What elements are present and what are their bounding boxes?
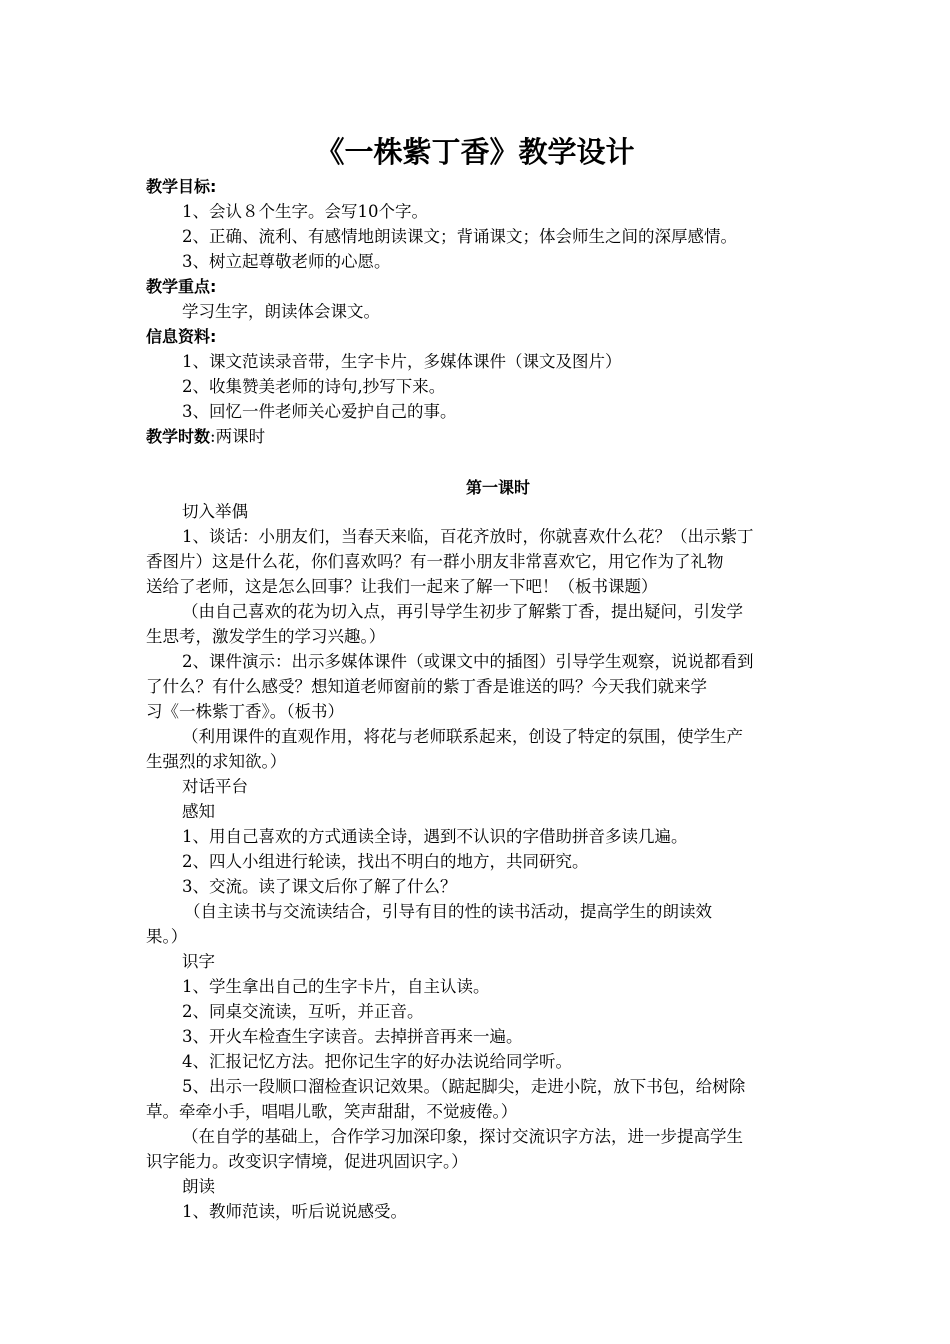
hours-value: :两课时 — [210, 427, 266, 446]
resources-heading: 信息资料: — [146, 327, 217, 346]
body-line: 生强烈的求知欲。） — [146, 752, 287, 771]
resource-item: 3、回忆一件老师关心爱护自己的事。 — [182, 402, 457, 421]
goal-item: 1、会认８个生字。会写10个字。 — [182, 202, 428, 221]
body-line: 送给了老师，这是怎么回事？让我们一起来了解一下吧！（板书课题） — [146, 577, 658, 596]
section-label: 切入举偶 — [182, 502, 248, 521]
hours-heading: 教学时数 — [146, 427, 211, 446]
body-line: 3、交流。读了课文后你了解了什么？ — [182, 877, 457, 896]
body-line: 草。牵牵小手，唱唱儿歌，笑声甜甜，不觉疲倦。） — [146, 1102, 518, 1121]
body-line: 1、教师范读，听后说说感受。 — [182, 1202, 407, 1221]
section-label: 识字 — [182, 952, 215, 971]
body-line: 识字能力。改变识字情境，促进巩固识字。） — [146, 1152, 468, 1171]
body-line: 4、汇报记忆方法。把你记生字的好办法说给同学听。 — [182, 1052, 572, 1071]
body-line: 香图片）这是什么花，你们喜欢吗？有一群小朋友非常喜欢它，用它作为了礼物 — [146, 552, 724, 571]
body-line: 1、谈话：小朋友们，当春天来临，百花齐放时，你就喜欢什么花？（出示紫丁 — [182, 527, 754, 546]
resource-item: 1、课文范读录音带，生字卡片，多媒体课件（课文及图片） — [182, 352, 622, 371]
focus-heading: 教学重点: — [146, 277, 217, 296]
body-line: （由自己喜欢的花为切入点，再引导学生初步了解紫丁香，提出疑问，引发学 — [182, 602, 743, 621]
resource-item: 2、收集赞美老师的诗句,抄写下来。 — [182, 377, 446, 396]
section-label: 感知 — [182, 802, 215, 821]
goal-item: 3、树立起尊敬老师的心愿。 — [182, 252, 391, 271]
document-title: 《一株紫丁香》教学设计 — [315, 135, 635, 169]
body-line: 生思考，激发学生的学习兴趣。） — [146, 627, 386, 646]
goals-heading: 教学目标: — [146, 177, 217, 196]
body-line: 1、学生拿出自己的生字卡片，自主认读。 — [182, 977, 490, 996]
body-line: 3、开火车检查生字读音。去掉拼音再来一遍。 — [182, 1027, 523, 1046]
body-line: 了什么？有什么感受？想知道老师窗前的紫丁香是谁送的吗？今天我们就来学 — [146, 677, 707, 696]
focus-text: 学习生字，朗读体会课文。 — [182, 302, 380, 321]
body-line: （在自学的基础上，合作学习加深印象，探讨交流识字方法，进一步提高学生 — [182, 1127, 743, 1146]
body-line: 习《一株紫丁香》。（板书） — [146, 702, 344, 721]
hours-line — [146, 425, 814, 449]
goal-item: 2、正确、流利、有感情地朗读课文；背诵课文；体会师生之间的深厚感情。 — [182, 227, 737, 246]
body-line: （自主读书与交流读结合，引导有目的性的读书活动，提高学生的朗读效 — [184, 902, 712, 921]
body-line: 2、课件演示：出示多媒体课件（或课文中的插图）引导学生观察，说说都看到 — [182, 652, 754, 671]
body-line: 2、同桌交流读，互听，并正音。 — [182, 1002, 424, 1021]
body-line: 2、四人小组进行轮读，找出不明白的地方，共同研究。 — [182, 852, 589, 871]
body-line: 1、用自己喜欢的方式通读全诗，遇到不认识的字借助拼音多读几遍。 — [182, 827, 688, 846]
section-label: 对话平台 — [182, 777, 248, 796]
lesson1-heading: 第一课时 — [465, 478, 530, 497]
body-line: 果。） — [146, 927, 188, 946]
body-line: （利用课件的直观作用，将花与老师联系起来，创设了特定的氛围，使学生产 — [182, 727, 743, 746]
body-line: 5、出示一段顺口溜检查识记效果。（踮起脚尖，走进小院，放下书包，给树除 — [182, 1077, 746, 1096]
section-label: 朗读 — [182, 1177, 215, 1196]
